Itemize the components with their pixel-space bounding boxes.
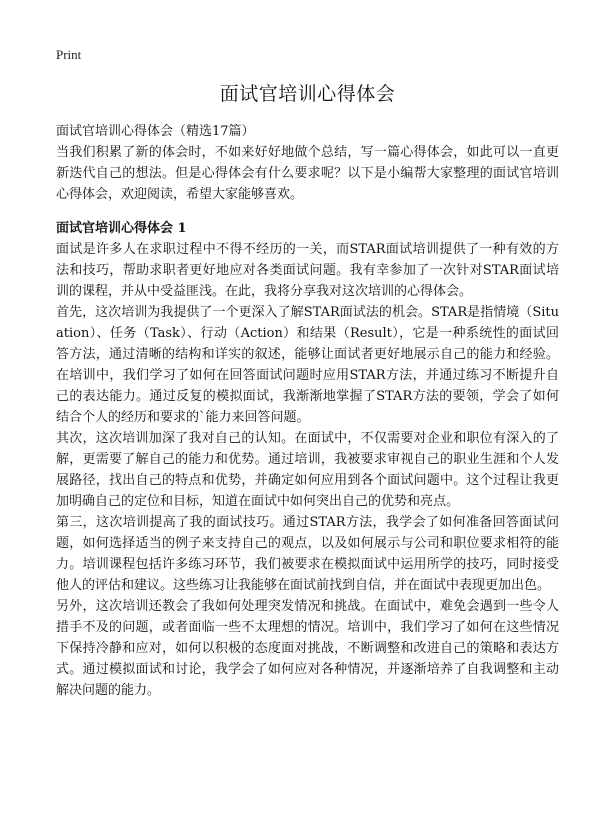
body-paragraph-2: 首先，这次培训为我提供了一个更深入了解STAR面试法的机会。STAR是指情境（Situation）、任务（Task）、行动（Action）和结果（Result），它是一种系统性的面试回答方法，通过清晰的结构和详实的叙述，能够让面试者更好地展示自己的能力和经验。在培训中，我们学习了如何在回答面试问题时应用STAR方法，并通过练习不断提升自己的表达能力。通过反复的模拟面试，我渐渐地掌握了STAR方法的要领，学会了如何结合个人的经历和要求的`能力来回答问题。 [56,305,559,425]
body-paragraph-3: 其次，这次培训加深了我对自己的认知。在面试中，不仅需要对企业和职位有深入的了解，更需要了解自己的能力和优势。通过培训，我被要求审视自己的职业生涯和个人发展路径，找出自己的特点和优势，并确定如何应用到各个面试问题中。这个过程让我更加明确自己的定位和目标，知道在面试中如何突出自己的优势和亮点。 [56,431,559,509]
page-title: 面试官培训心得体会 [219,83,396,105]
body-paragraph-5: 另外，这次培训还教会了我如何处理突发情况和挑战。在面试中，难免会遇到一些令人措手不及的问题，或者面临一些不太理想的情况。培训中，我们学习了如何在这些情况下保持冷静和应对，如何以积极的态度面对挑战，不断调整和改进自己的策略和表达方式。通过模拟面试和讨论，我学会了如何应对各种情况，并逐渐培养了自我调整和主动解决问题的能力。 [56,599,559,698]
print-link[interactable]: Print [56,47,82,62]
document-subtitle: 面试官培训心得体会（精选17篇） [56,124,255,139]
body-paragraph-4: 第三，这次培训提高了我的面试技巧。通过STAR方法，我学会了如何准备回答面试问题，如何选择适当的例子来支持自己的观点，以及如何展示与公司和职位要求相符的能力。培训课程包括许多练习环节，我们被要求在模拟面试中运用所学的技巧，同时接受他人的评估和建议。这些练习让我能够在面试前找到自信，并在面试中表现更加出色。 [56,515,559,593]
intro-paragraph: 当我们积累了新的体会时，不如来好好地做个总结，写一篇心得体会，如此可以一直更新迭代自己的想法。但是心得体会有什么要求呢？以下是小编帮大家整理的面试官培训心得体会，欢迎阅读，希望大家能够喜欢。 [56,145,559,202]
body-paragraph-1: 面试是许多人在求职过程中不得不经历的一关，而STAR面试培训提供了一种有效的方法和技巧，帮助求职者更好地应对各类面试问题。我有幸参加了一次针对STAR面试培训的课程，并从中受益匪浅。在此，我将分享我对这次培训的心得体会。 [56,242,559,299]
section-heading: 面试官培训心得体会 1 [56,221,187,236]
